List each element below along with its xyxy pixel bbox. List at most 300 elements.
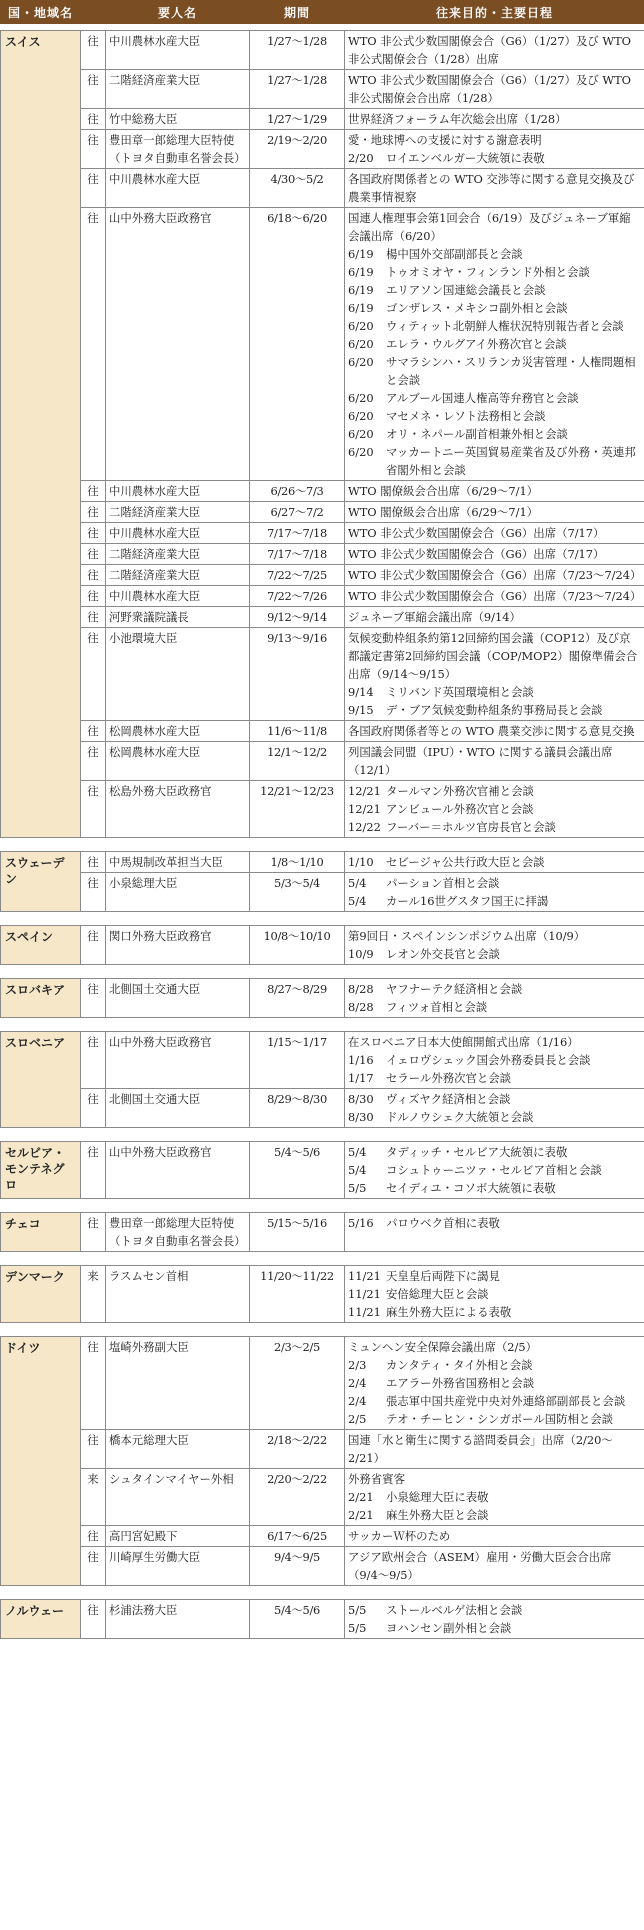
table-row bbox=[1, 523, 644, 544]
schedule-text: マッカートニー英国貿易産業省及び外務・英連邦省閣外相と会談 bbox=[386, 445, 636, 477]
schedule-line bbox=[348, 683, 641, 701]
purpose-cell bbox=[345, 607, 644, 628]
purpose-cell bbox=[345, 1213, 644, 1252]
schedule-line bbox=[348, 1267, 641, 1285]
purpose-cell bbox=[345, 565, 644, 586]
person-cell bbox=[106, 481, 250, 502]
period-cell: 8/29～8/30 bbox=[250, 1089, 345, 1128]
schedule-text: 安倍総理大臣と会談 bbox=[386, 1287, 489, 1301]
direction-cell: 往 bbox=[81, 502, 106, 523]
schedule-line bbox=[348, 1069, 641, 1087]
person-line: 中川農林水産大臣 bbox=[109, 526, 201, 540]
schedule-date: 6/20 bbox=[348, 445, 374, 459]
purpose-text: 気候変動枠組条約第12回締約国会議（COP12）及び京都議定書第2回締約国会議（COP/MOP2）閣僚準備会合出席（9/14～9/15） bbox=[348, 631, 638, 681]
person-cell bbox=[106, 1142, 250, 1199]
purpose-cell bbox=[345, 31, 644, 70]
direction-cell: 往 bbox=[81, 628, 106, 721]
schedule-date: 1/10 bbox=[348, 855, 374, 869]
person-line: 北側国土交通大臣 bbox=[109, 1092, 201, 1106]
country-cell: デンマーク bbox=[1, 1266, 81, 1323]
group-spacer bbox=[1, 1252, 644, 1266]
person-line: 中川農林水産大臣 bbox=[109, 34, 201, 48]
purpose-text: 在スロベニア日本大使館開館式出席（1/16） bbox=[348, 1035, 579, 1049]
schedule-date: 2/4 bbox=[348, 1376, 367, 1390]
purpose-text: ジュネーブ軍縮会議出席（9/14） bbox=[348, 610, 521, 624]
direction-cell: 往 bbox=[81, 873, 106, 912]
schedule-date: 2/20 bbox=[348, 151, 374, 165]
person-line: 北側国土交通大臣 bbox=[109, 982, 201, 996]
direction-cell: 往 bbox=[81, 1430, 106, 1469]
schedule-text: ゴンザレス・メキシコ副外相と会談 bbox=[386, 301, 568, 315]
direction-cell: 往 bbox=[81, 169, 106, 208]
schedule-date: 12/22 bbox=[348, 820, 381, 834]
schedule-line bbox=[348, 335, 641, 353]
group-spacer bbox=[1, 838, 644, 852]
period-cell: 1/8～1/10 bbox=[250, 852, 345, 873]
person-cell bbox=[106, 502, 250, 523]
person-line: 山中外務大臣政務官 bbox=[109, 1035, 212, 1049]
schedule-text: フィツォ首相と会談 bbox=[386, 1000, 488, 1014]
direction-cell: 往 bbox=[81, 852, 106, 873]
purpose-cell bbox=[345, 628, 644, 721]
schedule-text: エアラー外務省国務相と会談 bbox=[386, 1376, 535, 1390]
schedule-text: ストールベルゲ法相と会談 bbox=[386, 1603, 523, 1617]
direction-cell: 往 bbox=[81, 1337, 106, 1430]
person-line: 中川農林水産大臣 bbox=[109, 484, 201, 498]
schedule-text: アルブール国連人権高等弁務官と会談 bbox=[386, 391, 579, 405]
schedule-date: 8/30 bbox=[348, 1092, 374, 1106]
schedule-date: 6/20 bbox=[348, 409, 374, 423]
purpose-cell bbox=[345, 208, 644, 481]
direction-cell: 往 bbox=[81, 607, 106, 628]
schedule-text: 小泉総理大臣に表敬 bbox=[386, 1490, 489, 1504]
schedule-line bbox=[348, 1303, 641, 1321]
direction-cell: 来 bbox=[81, 1469, 106, 1526]
table-row bbox=[1, 1547, 644, 1586]
schedule-line bbox=[348, 149, 641, 167]
table-row bbox=[1, 31, 644, 70]
person-cell bbox=[106, 979, 250, 1018]
purpose-text: WTO 閣僚級会合出席（6/29～7/1） bbox=[348, 505, 539, 519]
group-spacer bbox=[1, 1128, 644, 1142]
table-row bbox=[1, 70, 644, 109]
schedule-text: エリアソン国連総会議長と会談 bbox=[386, 283, 546, 297]
period-cell: 2/18～2/22 bbox=[250, 1430, 345, 1469]
person-line: 杉浦法務大臣 bbox=[109, 1603, 178, 1617]
schedule-text: トゥオミオヤ・フィンランド外相と会談 bbox=[386, 265, 590, 279]
purpose-cell bbox=[345, 1600, 644, 1639]
period-cell: 7/17～7/18 bbox=[250, 544, 345, 565]
person-cell bbox=[106, 565, 250, 586]
schedule-date: 2/5 bbox=[348, 1412, 367, 1426]
period-cell: 7/17～7/18 bbox=[250, 523, 345, 544]
country-cell: スウェーデン bbox=[1, 852, 81, 912]
period-cell: 6/17～6/25 bbox=[250, 1526, 345, 1547]
schedule-line bbox=[348, 1179, 641, 1197]
schedule-date: 8/28 bbox=[348, 982, 374, 996]
schedule-date: 5/4 bbox=[348, 894, 367, 908]
schedule-date: 5/4 bbox=[348, 876, 367, 890]
table-row bbox=[1, 544, 644, 565]
schedule-text: オリ・ネパール副首相兼外相と会談 bbox=[386, 427, 568, 441]
spacer-cell bbox=[1, 24, 644, 31]
direction-cell: 往 bbox=[81, 70, 106, 109]
period-cell: 6/27～7/2 bbox=[250, 502, 345, 523]
schedule-text: セラール外務次官と会談 bbox=[386, 1071, 512, 1085]
person-cell bbox=[106, 1526, 250, 1547]
purpose-cell bbox=[345, 502, 644, 523]
person-cell bbox=[106, 1600, 250, 1639]
period-cell: 6/26～7/3 bbox=[250, 481, 345, 502]
purpose-cell bbox=[345, 873, 644, 912]
schedule-line bbox=[348, 782, 641, 800]
schedule-date: 12/21 bbox=[348, 784, 381, 798]
schedule-date: 5/4 bbox=[348, 1163, 367, 1177]
person-line: 中馬規制改革担当大臣 bbox=[109, 855, 223, 869]
person-cell bbox=[106, 130, 250, 169]
purpose-text: 各国政府関係者との WTO 交渉等に関する意見交換及び農業事情視察 bbox=[348, 172, 635, 204]
schedule-line bbox=[348, 1161, 641, 1179]
country-cell: スイス bbox=[1, 31, 81, 838]
schedule-line bbox=[348, 818, 641, 836]
schedule-text: カール16世グスタフ国王に拝謁 bbox=[386, 894, 549, 908]
person-cell bbox=[106, 169, 250, 208]
period-cell: 6/18～6/20 bbox=[250, 208, 345, 481]
schedule-date: 8/28 bbox=[348, 1000, 374, 1014]
table-row bbox=[1, 1142, 644, 1199]
spacer-cell bbox=[1, 965, 644, 979]
schedule-line bbox=[348, 353, 641, 389]
schedule-text: デ・ブア気候変動枠組条約事務局長と会談 bbox=[386, 703, 603, 717]
purpose-text: WTO 非公式少数国閣僚会合（G6）出席（7/23～7/24） bbox=[348, 589, 642, 603]
schedule-text: レオン外交長官と会談 bbox=[386, 947, 500, 961]
person-line: 小池環境大臣 bbox=[109, 631, 178, 645]
spacer-cell bbox=[1, 1018, 644, 1032]
person-cell bbox=[106, 1213, 250, 1252]
schedule-line bbox=[348, 800, 641, 818]
purpose-text: 世界経済フォーラム年次総会出席（1/28） bbox=[348, 112, 567, 126]
schedule-date: 9/14 bbox=[348, 685, 374, 699]
schedule-line bbox=[348, 1392, 641, 1410]
schedule-line bbox=[348, 1506, 641, 1524]
purpose-cell bbox=[345, 742, 644, 781]
person-line: 二階経済産業大臣 bbox=[109, 547, 201, 561]
purpose-text: 第9回日・スペインシンポジウム出席（10/9） bbox=[348, 929, 586, 943]
purpose-cell bbox=[345, 1266, 644, 1323]
country-cell: スロバキア bbox=[1, 979, 81, 1018]
purpose-cell bbox=[345, 586, 644, 607]
person-line: 中川農林水産大臣 bbox=[109, 589, 201, 603]
direction-cell: 往 bbox=[81, 1600, 106, 1639]
purpose-cell bbox=[345, 852, 644, 873]
spacer-cell bbox=[1, 1128, 644, 1142]
schedule-text: イェロヴシェック国会外務委員長と会談 bbox=[386, 1053, 591, 1067]
schedule-text: フーバー＝ホルツ官房長官と会談 bbox=[386, 820, 556, 834]
schedule-text: サマラシンハ・スリランカ災害管理・人権問題相と会談 bbox=[386, 355, 636, 387]
table-row bbox=[1, 1266, 644, 1323]
group-spacer bbox=[1, 912, 644, 926]
group-spacer bbox=[1, 1018, 644, 1032]
direction-cell: 往 bbox=[81, 1526, 106, 1547]
schedule-text: ヤフナーテク経済相と会談 bbox=[386, 982, 523, 996]
period-cell: 5/4～5/6 bbox=[250, 1600, 345, 1639]
schedule-line bbox=[348, 1143, 641, 1161]
period-cell: 5/15～5/16 bbox=[250, 1213, 345, 1252]
schedule-text: エレラ・ウルグアイ外務次官と会談 bbox=[386, 337, 567, 351]
period-cell: 9/4～9/5 bbox=[250, 1547, 345, 1586]
table-row bbox=[1, 628, 644, 721]
person-line: 小泉総理大臣 bbox=[109, 876, 178, 890]
person-cell bbox=[106, 1266, 250, 1323]
direction-cell: 往 bbox=[81, 565, 106, 586]
header-country: 国・地域名 bbox=[1, 1, 81, 24]
schedule-text: パーション首相と会談 bbox=[386, 876, 500, 890]
spacer-cell bbox=[1, 1323, 644, 1337]
schedule-date: 11/21 bbox=[348, 1305, 381, 1319]
schedule-line bbox=[348, 443, 641, 479]
purpose-cell bbox=[345, 781, 644, 838]
table-row bbox=[1, 781, 644, 838]
schedule-line bbox=[348, 1488, 641, 1506]
person-line: 松岡農林水産大臣 bbox=[109, 745, 201, 759]
person-cell bbox=[106, 742, 250, 781]
schedule-text: テオ・チーヒン・シンガポール国防相と会談 bbox=[386, 1412, 614, 1426]
period-cell: 1/27～1/29 bbox=[250, 109, 345, 130]
person-cell bbox=[106, 628, 250, 721]
table-row bbox=[1, 1032, 644, 1089]
header-purpose: 往来目的・主要日程 bbox=[345, 1, 644, 24]
person-cell bbox=[106, 1430, 250, 1469]
person-line: 二階経済産業大臣 bbox=[109, 505, 201, 519]
purpose-cell bbox=[345, 926, 644, 965]
table-row bbox=[1, 502, 644, 523]
purpose-text: 各国政府関係者等との WTO 農業交渉に関する意見交換 bbox=[348, 724, 635, 738]
schedule-date: 11/21 bbox=[348, 1269, 381, 1283]
table-row bbox=[1, 1526, 644, 1547]
person-line: シュタインマイヤー外相 bbox=[109, 1472, 234, 1486]
spacer-cell bbox=[1, 912, 644, 926]
period-cell: 5/3～5/4 bbox=[250, 873, 345, 912]
person-line: 二階経済産業大臣 bbox=[109, 73, 201, 87]
person-line: 河野衆議院議長 bbox=[109, 610, 189, 624]
purpose-cell bbox=[345, 1142, 644, 1199]
table-row bbox=[1, 169, 644, 208]
period-cell: 8/27～8/29 bbox=[250, 979, 345, 1018]
country-cell: スロベニア bbox=[1, 1032, 81, 1128]
direction-cell: 往 bbox=[81, 481, 106, 502]
schedule-line bbox=[348, 1051, 641, 1069]
schedule-date: 2/21 bbox=[348, 1508, 374, 1522]
schedule-text: 麻生外務大臣と会談 bbox=[386, 1508, 489, 1522]
table-row bbox=[1, 721, 644, 742]
schedule-text: タディッチ・セルビア大統領に表敬 bbox=[386, 1145, 568, 1159]
country-cell: チェコ bbox=[1, 1213, 81, 1252]
purpose-cell bbox=[345, 1526, 644, 1547]
schedule-text: ミリバンド英国環境相と会談 bbox=[386, 685, 534, 699]
schedule-line bbox=[348, 701, 641, 719]
schedule-text: ロイエンベルガー大統領に表敬 bbox=[386, 151, 545, 165]
table-row bbox=[1, 607, 644, 628]
person-cell bbox=[106, 208, 250, 481]
table-row bbox=[1, 852, 644, 873]
direction-cell: 往 bbox=[81, 208, 106, 481]
period-cell: 4/30～5/2 bbox=[250, 169, 345, 208]
schedule-line bbox=[348, 299, 641, 317]
direction-cell: 往 bbox=[81, 721, 106, 742]
table-row bbox=[1, 1213, 644, 1252]
direction-cell: 往 bbox=[81, 1213, 106, 1252]
header-period: 期間 bbox=[250, 1, 345, 24]
schedule-line bbox=[348, 1285, 641, 1303]
purpose-cell bbox=[345, 721, 644, 742]
purpose-text: WTO 非公式少数国閣僚会合（G6）出席（7/17） bbox=[348, 547, 605, 561]
table-row bbox=[1, 742, 644, 781]
purpose-text: 外務省賓客 bbox=[348, 1472, 405, 1486]
schedule-line bbox=[348, 425, 641, 443]
period-cell: 5/4～5/6 bbox=[250, 1142, 345, 1199]
period-cell: 12/1～12/2 bbox=[250, 742, 345, 781]
purpose-text: WTO 非公式少数国閣僚会合（G6）（1/27）及び WTO 非公式閣僚会合（1/28）出席 bbox=[348, 34, 632, 66]
schedule-date: 5/5 bbox=[348, 1603, 367, 1617]
table-row bbox=[1, 979, 644, 1018]
direction-cell: 往 bbox=[81, 31, 106, 70]
table-row bbox=[1, 130, 644, 169]
schedule-line bbox=[348, 1356, 641, 1374]
direction-cell: 来 bbox=[81, 1266, 106, 1323]
schedule-date: 5/16 bbox=[348, 1216, 374, 1230]
table-row bbox=[1, 208, 644, 481]
purpose-text: アジア欧州会合（ASEM）雇用・労働大臣会合出席（9/4～9/5） bbox=[348, 1550, 612, 1582]
table-body bbox=[1, 24, 644, 1639]
period-cell: 9/12～9/14 bbox=[250, 607, 345, 628]
period-cell: 11/20～11/22 bbox=[250, 1266, 345, 1323]
schedule-line bbox=[348, 1090, 641, 1108]
schedule-text: ウィティット北朝鮮人権状況特別報告者と会談 bbox=[386, 319, 624, 333]
schedule-line bbox=[348, 980, 641, 998]
schedule-text: タールマン外務次官補と会談 bbox=[386, 784, 534, 798]
period-cell: 2/20～2/22 bbox=[250, 1469, 345, 1526]
schedule-date: 1/17 bbox=[348, 1071, 374, 1085]
direction-cell: 往 bbox=[81, 586, 106, 607]
schedule-date: 8/30 bbox=[348, 1110, 374, 1124]
table-row bbox=[1, 1337, 644, 1430]
purpose-text: WTO 非公式少数国閣僚会合（G6）出席（7/17） bbox=[348, 526, 605, 540]
table-row bbox=[1, 1430, 644, 1469]
person-cell bbox=[106, 31, 250, 70]
direction-cell: 往 bbox=[81, 544, 106, 565]
purpose-cell bbox=[345, 109, 644, 130]
schedule-line bbox=[348, 389, 641, 407]
schedule-text: ヨハンセン副外相と会談 bbox=[386, 1621, 512, 1635]
country-cell: セルビア・モンテネグロ bbox=[1, 1142, 81, 1199]
schedule-line bbox=[348, 1108, 641, 1126]
person-line: 中川農林水産大臣 bbox=[109, 172, 201, 186]
person-line: （トヨタ自動車名誉会長） bbox=[109, 151, 246, 165]
schedule-date: 1/16 bbox=[348, 1053, 374, 1067]
direction-cell: 往 bbox=[81, 926, 106, 965]
schedule-text: パロウベク首相に表敬 bbox=[386, 1216, 500, 1230]
table-row bbox=[1, 586, 644, 607]
person-cell bbox=[106, 926, 250, 965]
schedule-line bbox=[348, 1619, 641, 1637]
schedule-line bbox=[348, 245, 641, 263]
country-cell: スペイン bbox=[1, 926, 81, 965]
period-cell: 1/27～1/28 bbox=[250, 70, 345, 109]
purpose-text: WTO 非公式少数国閣僚会合（G6）出席（7/23～7/24） bbox=[348, 568, 642, 582]
direction-cell: 往 bbox=[81, 109, 106, 130]
schedule-line bbox=[348, 945, 641, 963]
group-spacer bbox=[1, 24, 644, 31]
period-cell: 1/27～1/28 bbox=[250, 31, 345, 70]
period-cell: 10/8～10/10 bbox=[250, 926, 345, 965]
purpose-text: WTO 非公式少数国閣僚会合（G6）（1/27）及び WTO 非公式閣僚会合出席（1/28） bbox=[348, 73, 632, 105]
person-line: 竹中総務大臣 bbox=[109, 112, 178, 126]
person-cell bbox=[106, 852, 250, 873]
purpose-text: サッカーＷ杯のため bbox=[348, 1529, 451, 1543]
person-cell bbox=[106, 70, 250, 109]
schedule-line bbox=[348, 1374, 641, 1392]
person-cell bbox=[106, 1032, 250, 1089]
purpose-cell bbox=[345, 481, 644, 502]
schedule-line bbox=[348, 853, 641, 871]
schedule-date: 11/21 bbox=[348, 1287, 381, 1301]
schedule-text: 楊中国外交部副部長と会談 bbox=[386, 247, 523, 261]
purpose-cell bbox=[345, 70, 644, 109]
person-line: ラスムセン首相 bbox=[109, 1269, 189, 1283]
schedule-text: コシュトゥーニツァ・セルビア首相と会談 bbox=[386, 1163, 602, 1177]
purpose-cell bbox=[345, 544, 644, 565]
table-row bbox=[1, 873, 644, 912]
person-cell bbox=[106, 109, 250, 130]
direction-cell: 往 bbox=[81, 742, 106, 781]
schedule-line bbox=[348, 1410, 641, 1428]
schedule-date: 5/4 bbox=[348, 1145, 367, 1159]
schedule-date: 6/19 bbox=[348, 265, 374, 279]
person-cell bbox=[106, 1089, 250, 1128]
schedule-date: 2/3 bbox=[348, 1358, 367, 1372]
schedule-line bbox=[348, 407, 641, 425]
direction-cell: 往 bbox=[81, 1089, 106, 1128]
person-line: 松岡農林水産大臣 bbox=[109, 724, 201, 738]
schedule-date: 2/21 bbox=[348, 1490, 374, 1504]
direction-cell: 往 bbox=[81, 130, 106, 169]
person-cell bbox=[106, 1337, 250, 1430]
header-direction bbox=[81, 1, 106, 24]
direction-cell: 往 bbox=[81, 781, 106, 838]
purpose-text: WTO 閣僚級会合出席（6/29～7/1） bbox=[348, 484, 539, 498]
person-line: 豊田章一郎総理大臣特使 bbox=[109, 133, 235, 147]
country-cell: ドイツ bbox=[1, 1337, 81, 1586]
schedule-date: 6/20 bbox=[348, 391, 374, 405]
person-cell bbox=[106, 544, 250, 565]
purpose-cell bbox=[345, 169, 644, 208]
spacer-cell bbox=[1, 1586, 644, 1600]
purpose-text: 列国議会同盟（IPU）・WTO に関する議員会議出席（12/1） bbox=[348, 745, 613, 777]
schedule-line bbox=[348, 317, 641, 335]
person-line: 豊田章一郎総理大臣特使 bbox=[109, 1216, 235, 1230]
person-line: 橋本元総理大臣 bbox=[109, 1433, 189, 1447]
spacer-cell bbox=[1, 1252, 644, 1266]
schedule-text: 天皇皇后両陛下に謁見 bbox=[386, 1269, 500, 1283]
person-line: 川崎厚生労働大臣 bbox=[109, 1550, 201, 1564]
schedule-date: 6/20 bbox=[348, 355, 374, 369]
schedule-text: ドルノウシェク大統領と会談 bbox=[386, 1110, 534, 1124]
purpose-cell bbox=[345, 1032, 644, 1089]
purpose-cell bbox=[345, 1337, 644, 1430]
schedule-text: セイディユ・コソボ大統領に表敬 bbox=[386, 1181, 556, 1195]
schedule-text: ヴィズヤク経済相と会談 bbox=[386, 1092, 511, 1106]
schedule-line bbox=[348, 874, 641, 892]
